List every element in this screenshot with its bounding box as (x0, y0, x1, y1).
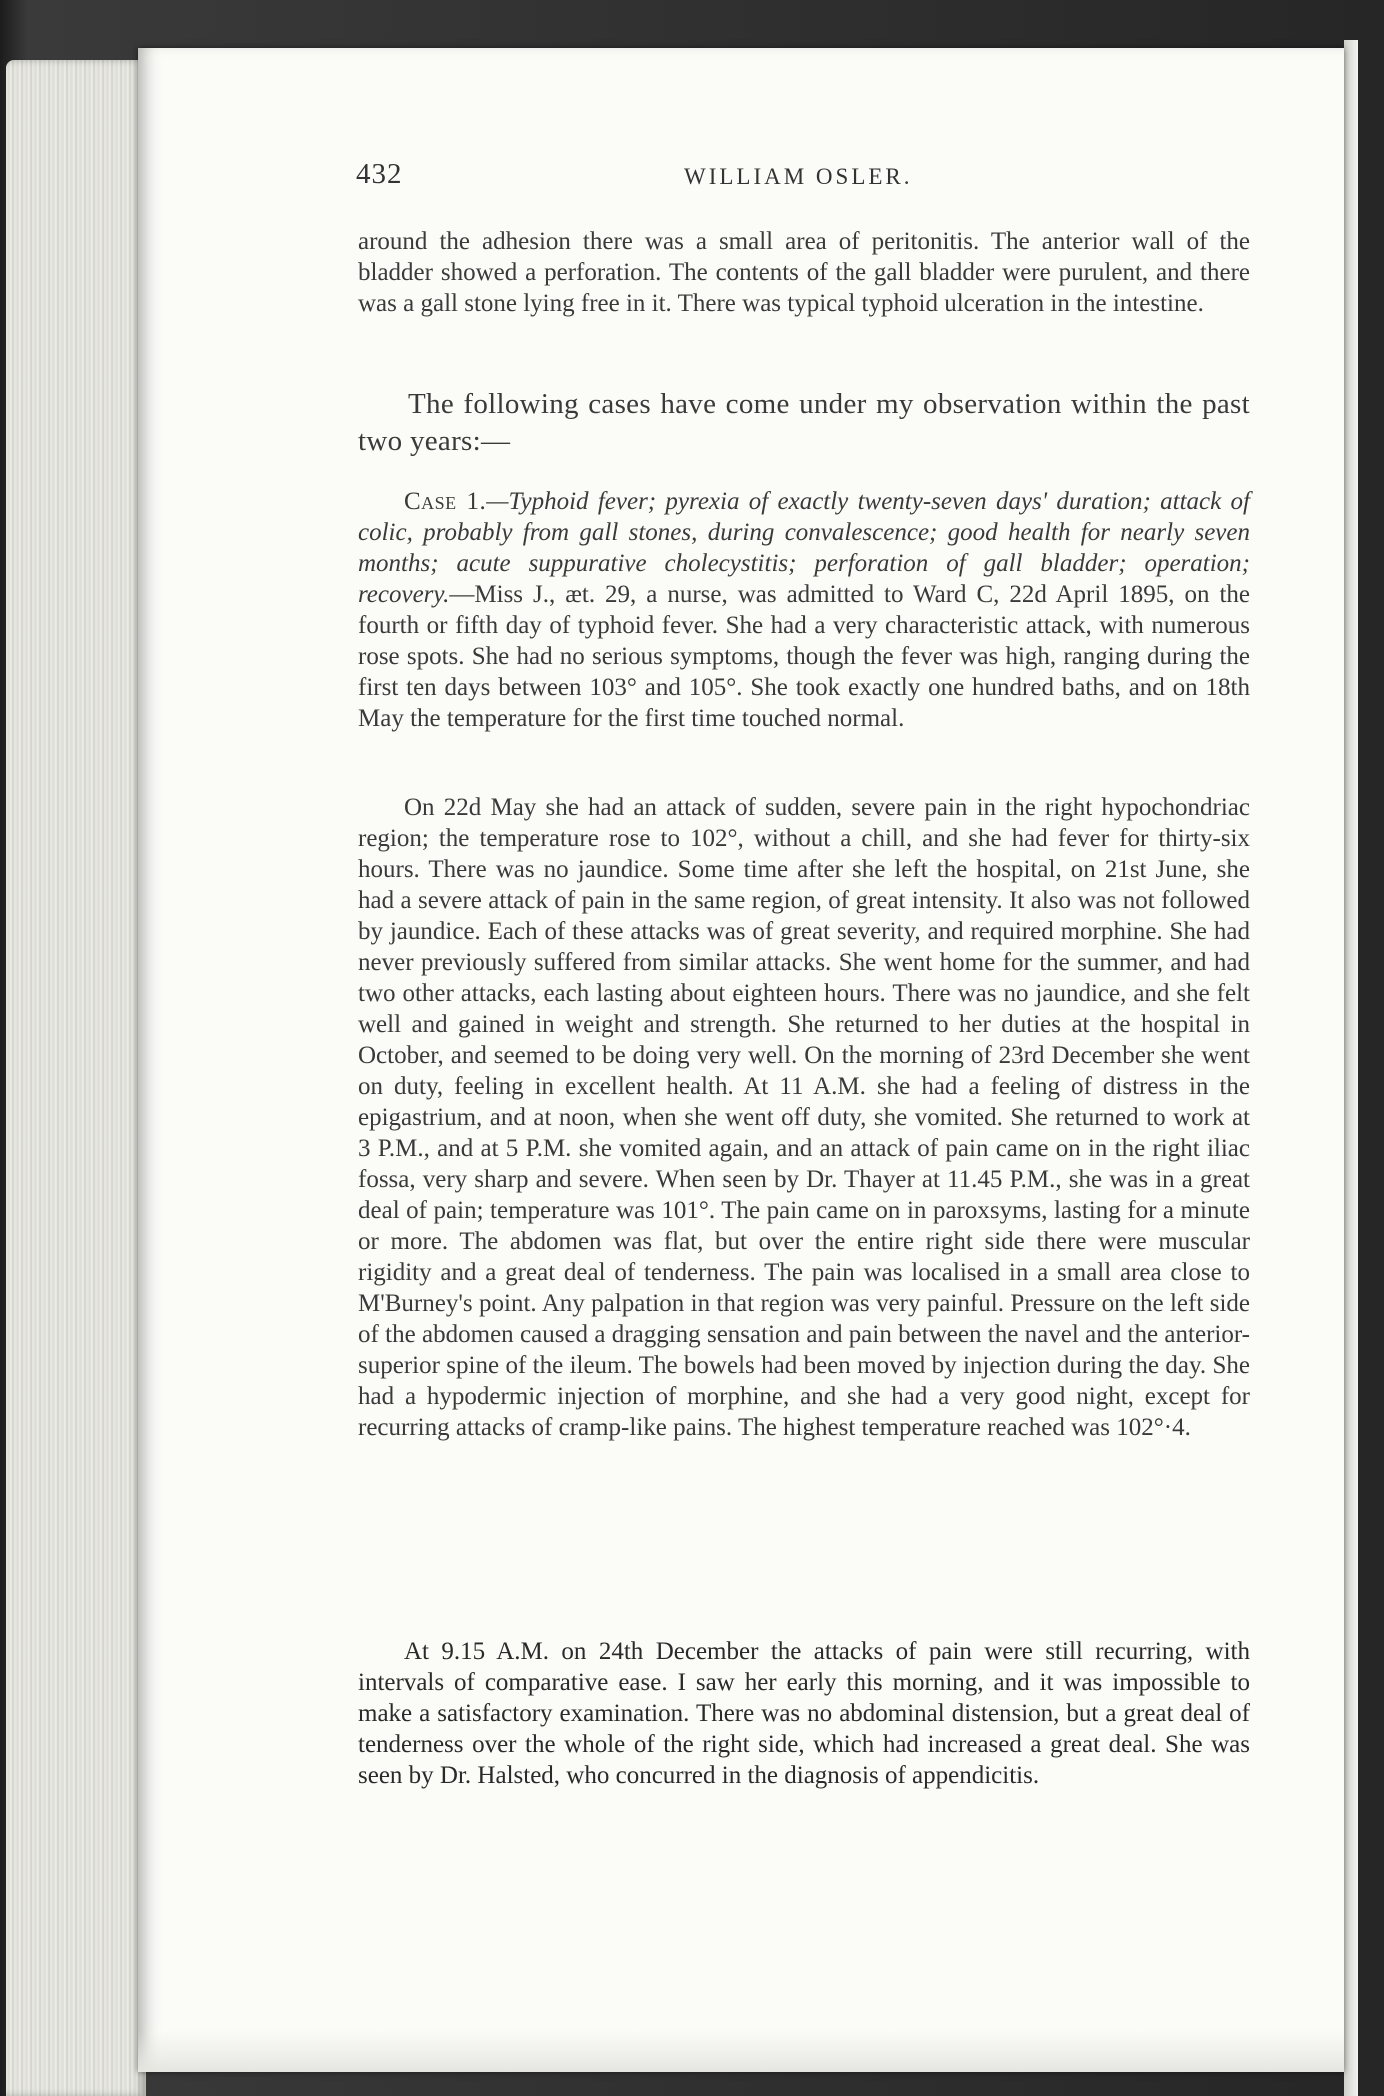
paragraph-intro: The following cases have come under my observation within the past two years:— (358, 388, 1250, 457)
paragraph-continuation: around the adhesion there was a small area of peritonitis. The anterior wall of the bladder showed a perforation. The contents of the gall bladder were purulent, and there was a gall stone lying free in it. There was typical typhoid ulceration in the intestine. (358, 228, 1250, 317)
page-number: 432 (356, 158, 403, 190)
running-head: WILLIAM OSLER. (684, 164, 913, 189)
case-label: Case 1. (404, 488, 487, 515)
case-text: —Miss J., æt. 29, a nurse, was admitted to Ward C, 22d April 1895, on the fourth or fifth day of typhoid fever. She had a very characteristic attack, with numerous rose spots. She had no serious symptoms, though the fever was high, ranging during the first ten days between 103° and 105°. She took exactly one hundred baths, and on 18th May the temperature for the first time touched normal. (358, 581, 1250, 732)
case-title: —Typhoid fever; pyrexia of exactly twenty-seven days' duration; attack of colic, probably from gall stones, during convalescence; good health for nearly seven months; acute suppurative cholecystitis; perforation of gall bladder; operation; recovery. (358, 488, 1250, 608)
case-1-paragraph (358, 486, 1250, 734)
page-right-edge (1344, 40, 1358, 2096)
paragraph-history: On 22d May she had an attack of sudden, severe pain in the right hypochondriac region; the temperature rose to 102°, without a chill, and she had fever for thirty-six hours. There was no jaundice. Some time after she left the hospital, on 21st June, she had a severe attack of pain in the same region, of great intensity. It also was not followed by jaundice. Each of these attacks was of great severity, and required morphine. She had never previously suffered from similar attacks. She went home for the summer, and had two other attacks, each lasting about eighteen hours. There was no jaundice, and she felt well and gained in weight and strength. She returned to her duties at the hospital in October, and seemed to be doing very well. On the morning of 23rd December she went on duty, feeling in excellent health. At 11 A.M. she had a feeling of distress in the epigastrium, and at noon, when she went off duty, she vomited. She returned to work at 3 P.M., and at 5 P.M. she vomited again, and an attack of pain came on in the right iliac fossa, very sharp and severe. When seen by Dr. Thayer at 11.45 P.M., she was in a great deal of pain; temperature was 101°. The pain came on in paroxsyms, lasting for a minute or more. The abdomen was flat, but over the entire right side there were muscular rigidity and a great deal of tenderness. The pain was localised in a small area close to M'Burney's point. Any palpation in that region was very painful. Pressure on the left side of the abdomen caused a dragging sensation and pain between the navel and the anterior-superior spine of the ileum. The bowels had been moved by injection during the day. She had a hypodermic injection of morphine, and she had a very good night, except for recurring attacks of cramp-like pains. The highest temperature reached was 102°·4. (358, 794, 1250, 1441)
page-header (356, 158, 1256, 198)
paragraph-examination: At 9.15 A.M. on 24th December the attacks of pain were still recurring, with intervals of comparative ease. I saw her early this morning, and it was impossible to make a satisfactory examination. There was no abdominal distension, but a great deal of tenderness over the whole of the right side, which had increased a great deal. She was seen by Dr. Halsted, who concurred in the diagnosis of appendicitis. (358, 1638, 1250, 1789)
book-page-edges (6, 60, 146, 2096)
page-bottom-shade (138, 2030, 1344, 2072)
